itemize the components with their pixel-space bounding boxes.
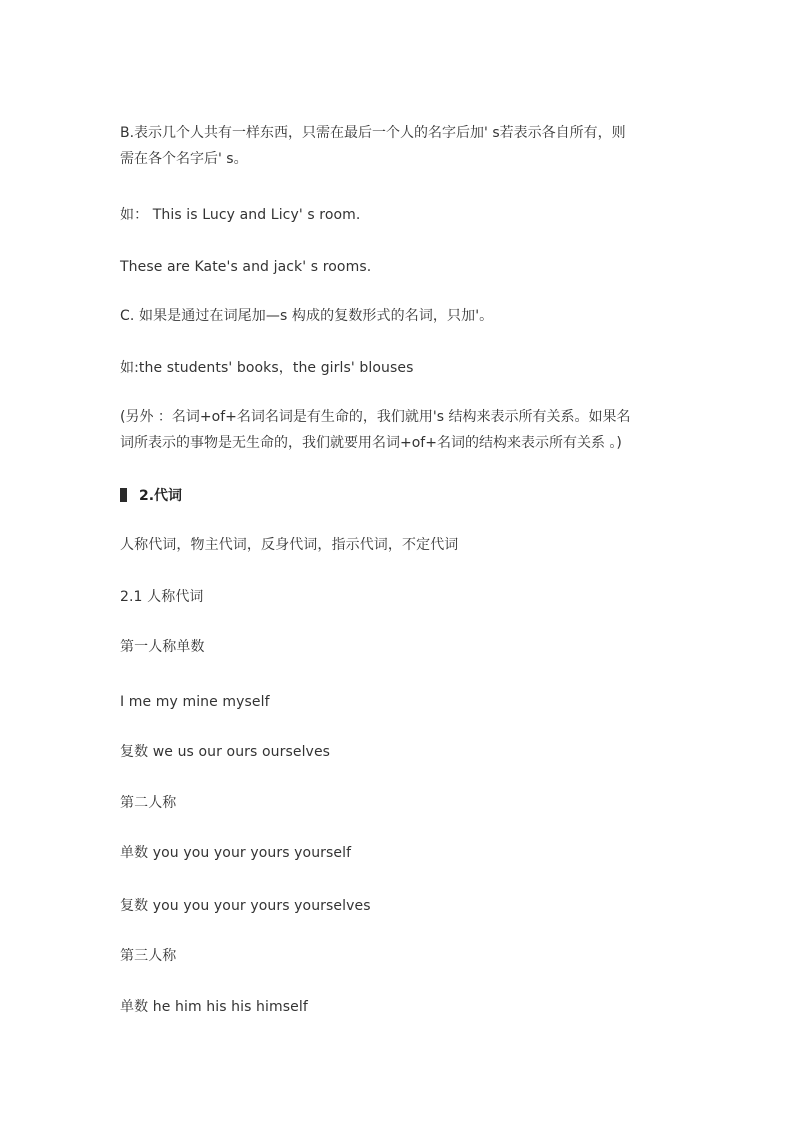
example-line-1: 如： This is Lucy and Licy' s room. — [120, 207, 361, 223]
example-line-3: 如:the students' books，the girls' blouses — [120, 360, 414, 376]
section-heading-text: 2.代词 — [139, 488, 183, 504]
paragraph-b — [120, 120, 680, 172]
subsection-title: 2.1 人称代词 — [120, 589, 204, 605]
note-line-1: (另外 ：名词+of+名词名词是有生命的，我们就用's 结构来表示所有关系。如果名 — [120, 409, 631, 425]
first-singular-forms: I me my mine myself — [120, 694, 270, 710]
third-person-label: 第三人称 — [120, 948, 177, 964]
heading-marker-icon — [120, 488, 127, 502]
paragraph-b-line-1: B.表示几个人共有一样东西，只需在最后一个人的名字后加' s若表示各自所有，则 — [120, 125, 626, 141]
first-person-singular-label: 第一人称单数 — [120, 639, 205, 655]
second-singular-forms: 单数 you you your yours yourself — [120, 845, 352, 861]
note-paragraph — [120, 404, 680, 456]
pronoun-types: 人称代词，物主代词，反身代词，指示代词，不定代词 — [120, 537, 459, 553]
paragraph-c: C. 如果是通过在词尾加—s 构成的复数形式的名词，只加'。 — [120, 308, 494, 324]
paragraph-b-line-2: 需在各个名字后' s。 — [120, 151, 248, 167]
section-heading — [120, 482, 182, 508]
first-plural-forms: 复数 we us our ours ourselves — [120, 744, 331, 760]
note-line-2: 词所表示的事物是无生命的，我们就要用名词+of+名词的结构来表示所有关系 。) — [120, 435, 622, 451]
second-person-label: 第二人称 — [120, 795, 177, 811]
example-line-2: These are Kate's and jack' s rooms. — [120, 259, 372, 275]
third-singular-forms: 单数 he him his his himself — [120, 999, 308, 1015]
second-plural-forms: 复数 you you your yours yourselves — [120, 898, 371, 914]
